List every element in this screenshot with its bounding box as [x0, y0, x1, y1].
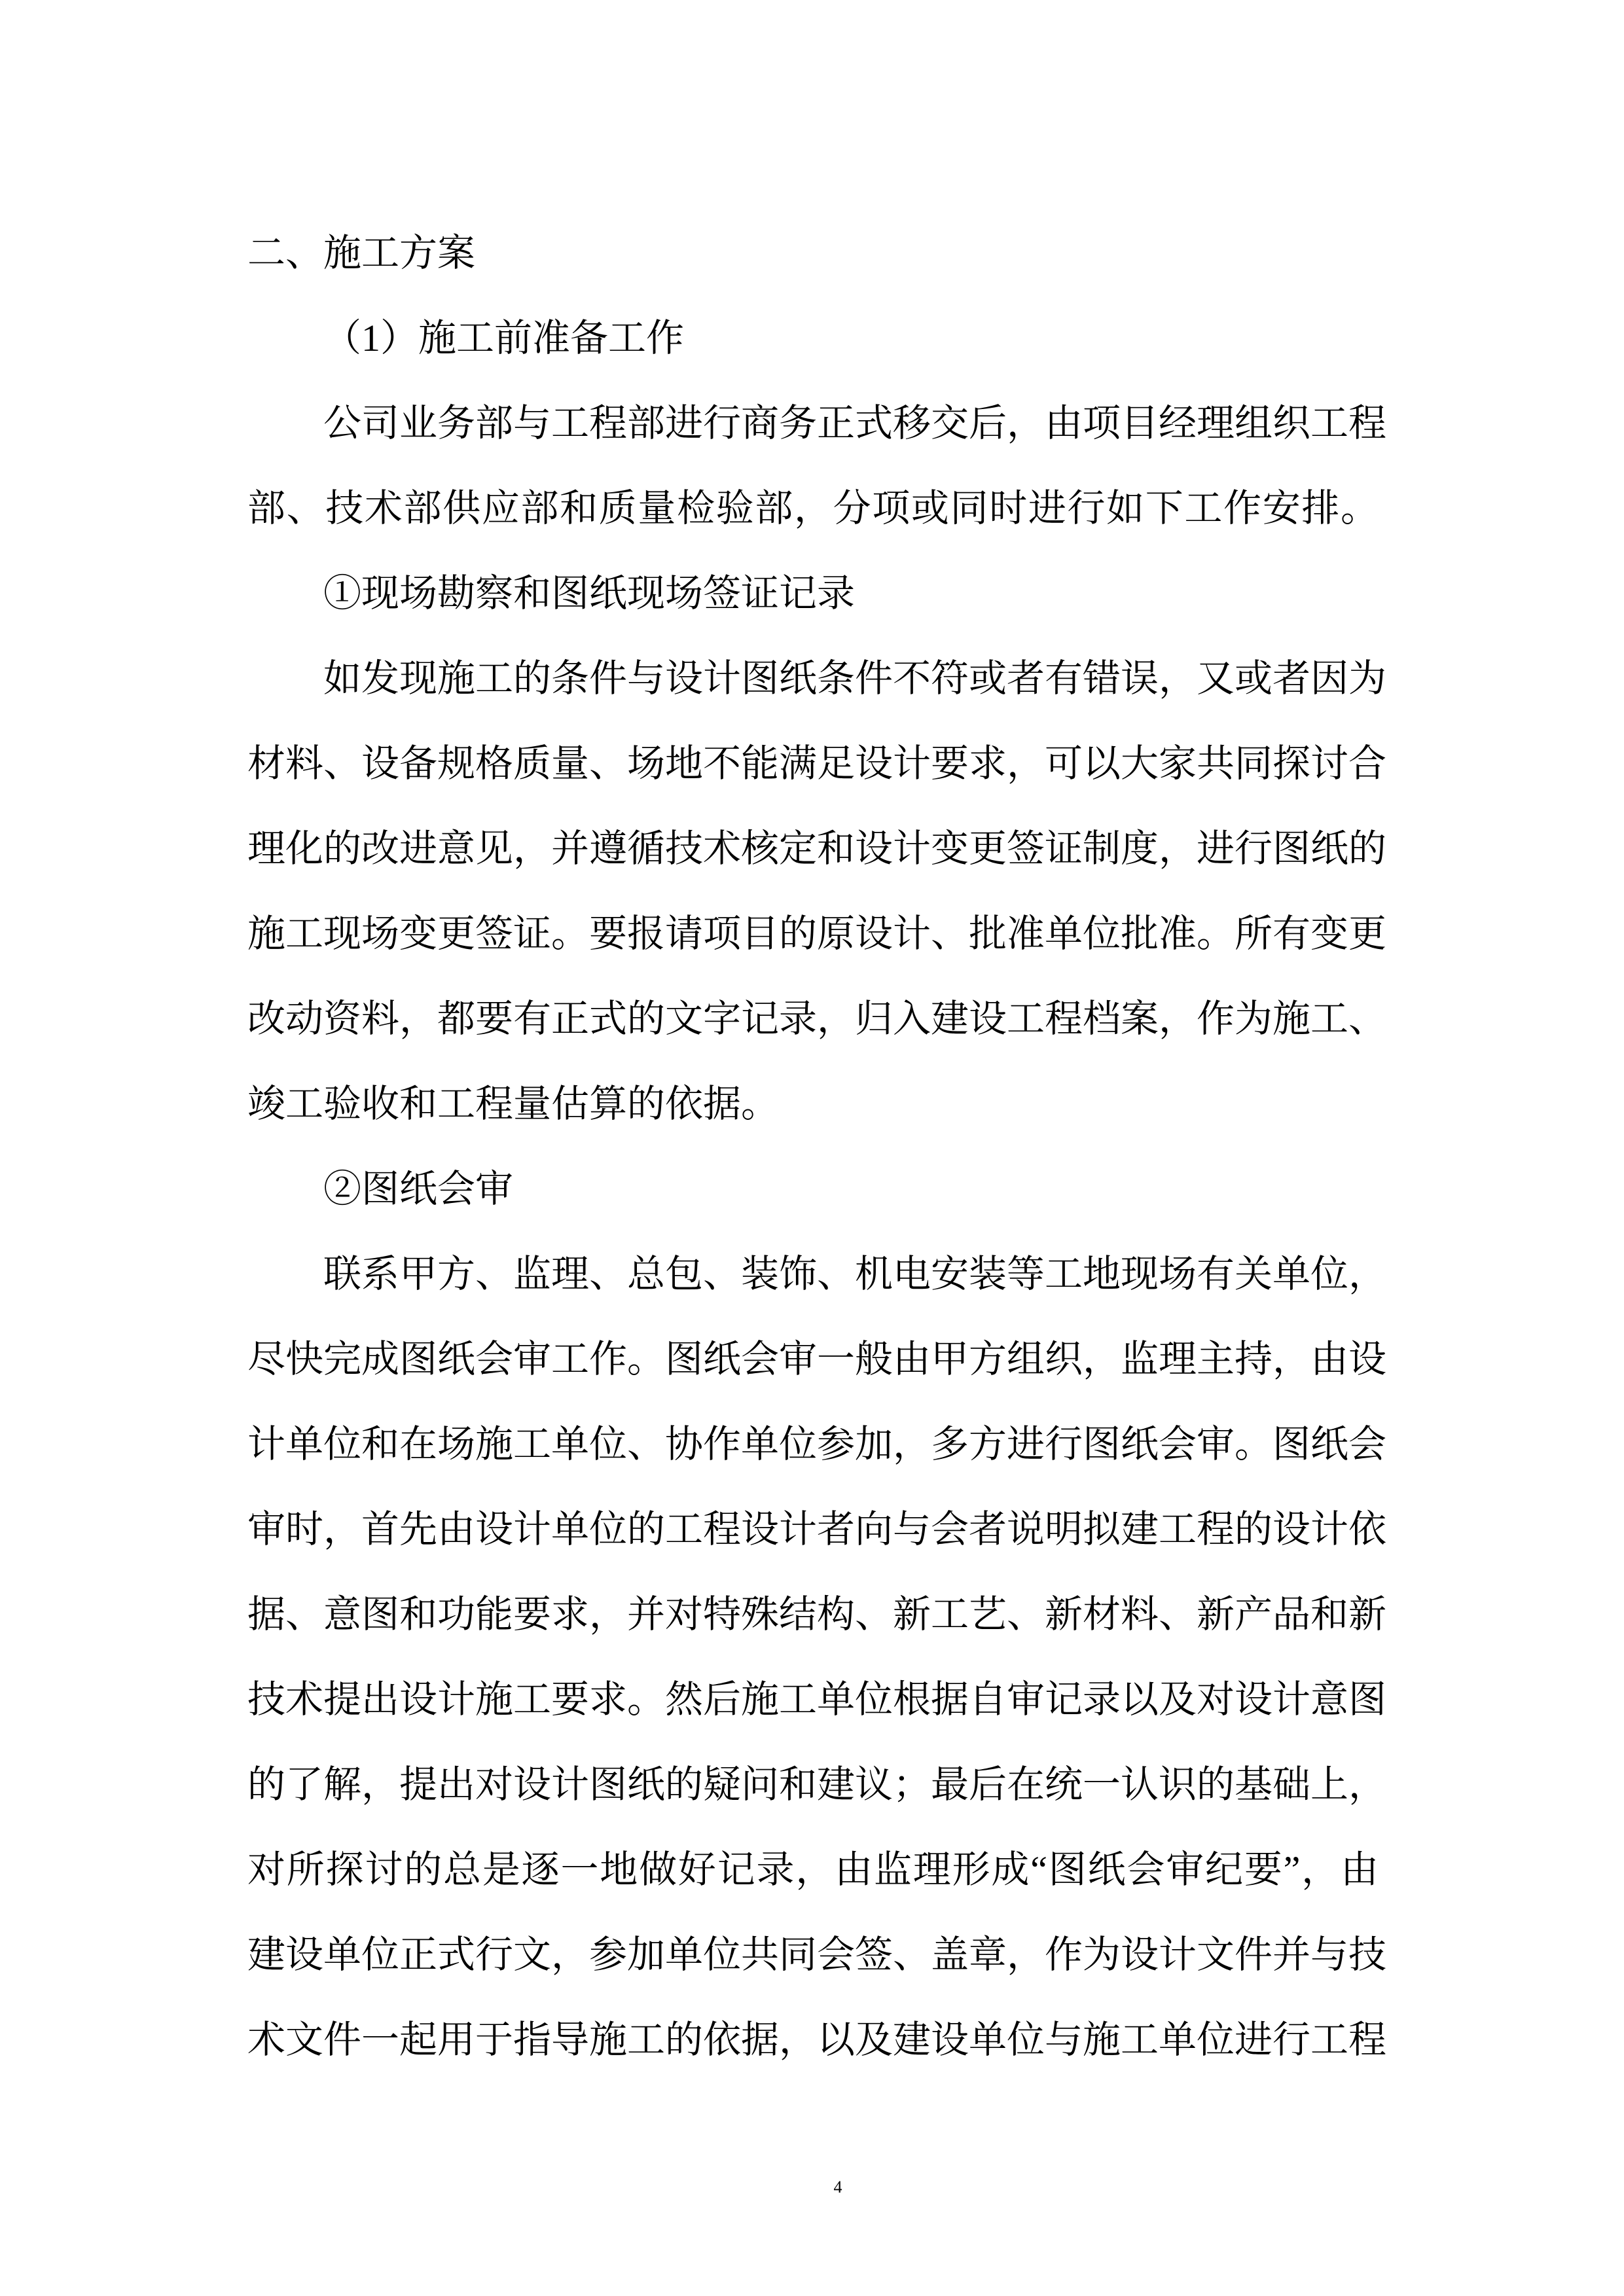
document-body	[247, 211, 1387, 2083]
subsection-heading: （1）施工前准备工作	[323, 317, 685, 359]
paragraph-line: 审时，首先由设计单位的工程设计者向与会者说明拟建工程的设计依	[247, 1508, 1387, 1551]
paragraph-line: 联系甲方、监理、总包、装饰、机电安装等工地现场有关单位，	[323, 1253, 1387, 1295]
item-heading-2: ②图纸会审	[323, 1168, 514, 1210]
paragraph-line: 技术提出设计施工要求。然后施工单位根据自审记录以及对设计意图	[247, 1678, 1387, 1721]
paragraph-line: 公司业务部与工程部进行商务正式移交后，由项目经理组织工程	[323, 402, 1387, 444]
paragraph-line: 材料、设备规格质量、场地不能满足设计要求，可以大家共同探讨合	[247, 742, 1387, 785]
paragraph-line: 部、技术部供应部和质量检验部，分项或同时进行如下工作安排。	[247, 487, 1379, 529]
paragraph-line: 施工现场变更签证。要报请项目的原设计、批准单位批准。所有变更	[247, 912, 1387, 955]
paragraph-line: 如发现施工的条件与设计图纸条件不符或者有错误，又或者因为	[323, 657, 1387, 700]
paragraph-line: 术文件一起用于指导施工的依据，以及建设单位与施工单位进行工程	[247, 2018, 1387, 2061]
paragraph-line: 计单位和在场施工单位、协作单位参加，多方进行图纸会审。图纸会	[247, 1423, 1387, 1465]
paragraph-line: 竣工验收和工程量估算的依据。	[247, 1083, 780, 1125]
paragraph-line: 理化的改进意见，并遵循技术核定和设计变更签证制度，进行图纸的	[247, 827, 1387, 870]
paragraph-line: 建设单位正式行文，参加单位共同会签、盖章，作为设计文件并与技	[247, 1933, 1387, 1976]
page-number: 4	[833, 2178, 842, 2197]
item-heading-1: ①现场勘察和图纸现场签证记录	[323, 572, 856, 615]
paragraph-line: 尽快完成图纸会审工作。图纸会审一般由甲方组织，监理主持，由设	[247, 1338, 1387, 1380]
paragraph-line: 改动资料，都要有正式的文字记录，归入建设工程档案，作为施工、	[247, 997, 1387, 1040]
paragraph-line: 据、意图和功能要求，并对特殊结构、新工艺、新材料、新产品和新	[247, 1593, 1387, 1636]
section-heading: 二、施工方案	[247, 232, 476, 274]
paragraph-line: 的了解，提出对设计图纸的疑问和建议；最后在统一认识的基础上，	[247, 1763, 1387, 1806]
paragraph-line: 对所探讨的总是逐一地做好记录，由监理形成“图纸会审纪要”，由	[247, 1848, 1379, 1891]
